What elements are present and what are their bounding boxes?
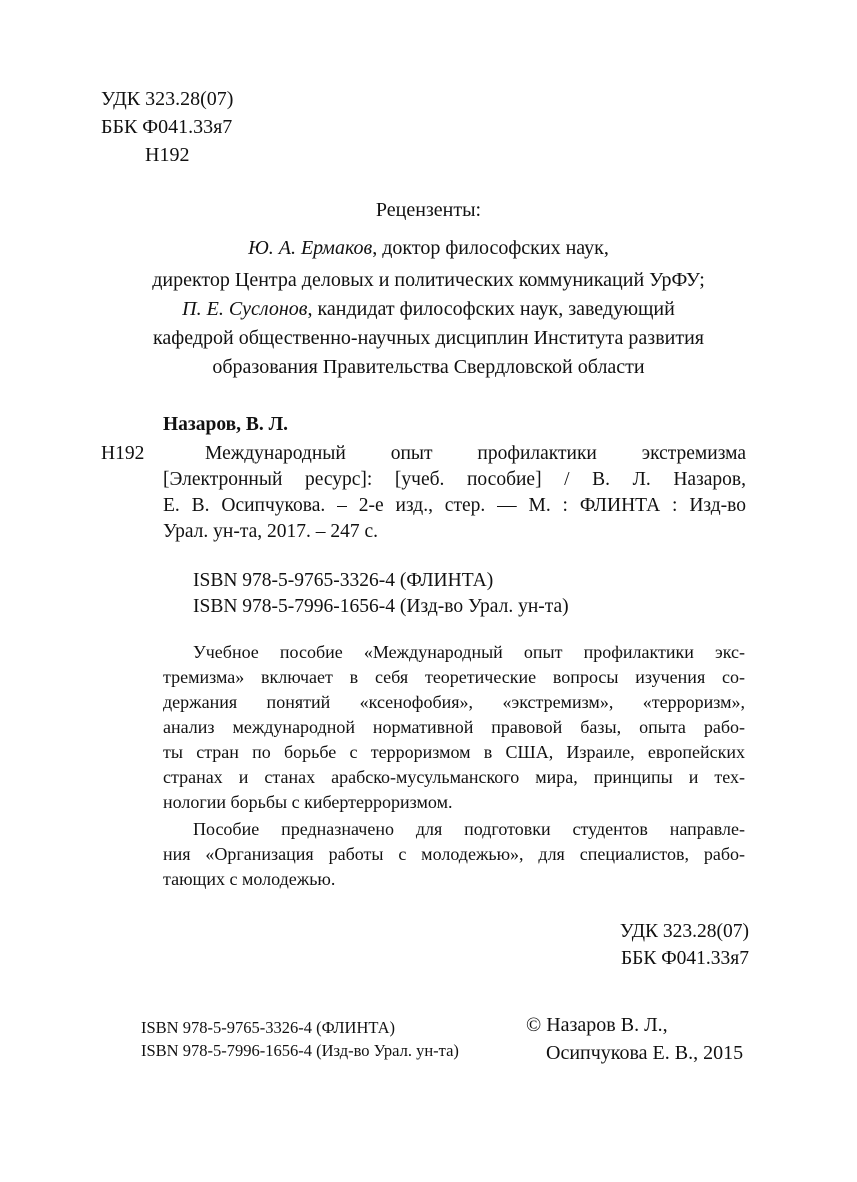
bottom-isbn: ISBN 978-5-7996-1656-4 (Изд-во Урал. ун-та) [141, 1041, 459, 1060]
reviewers-heading: Рецензенты: [375, 199, 482, 221]
bib-isbn: ISBN 978-5-7996-1656-4 (Изд-во Урал. ун-та) [193, 596, 569, 617]
reviewer-line: кафедрой общественно-научных дисциплин Института развития [153, 327, 704, 349]
reviewer-line: П. Е. Суслонов, кандидат философских наук, заведующий [182, 298, 675, 320]
copyright-line: © Назаров В. Л., [526, 1014, 668, 1036]
annotation-line: тремизма» включает в себя теоретические вопросы изучения со- [163, 667, 745, 687]
reviewer-name: П. Е. Суслонов [182, 298, 308, 320]
bib-line: [Электронный ресурс]: [учеб. пособие] / В. Л. Назаров, [163, 469, 746, 490]
bib-line: Е. В. Осипчукова. – 2-е изд., стер. — М. : ФЛИНТА : Изд-во [163, 495, 746, 516]
annotation-line: Пособие предназначено для подготовки студентов направле- [193, 819, 745, 839]
footer-bbk-code: ББК Ф041.33я7 [620, 948, 749, 969]
bib-isbn: ISBN 978-5-9765-3326-4 (ФЛИНТА) [193, 570, 494, 591]
udk-code: УДК 323.28(07) [101, 88, 234, 110]
bib-line: Международный опыт профилактики экстремизма [205, 443, 746, 464]
reviewer-name: Ю. А. Ермаков [248, 237, 373, 259]
annotation-line: анализ международной нормативной правовой базы, опыта рабо- [163, 717, 745, 737]
footer-udk-code: УДК 323.28(07) [619, 921, 749, 942]
author-mark: Н192 [145, 144, 190, 166]
bbk-code: ББК Ф041.33я7 [101, 116, 233, 138]
bib-author-mark: Н192 [101, 443, 145, 464]
reviewer-line: директор Центра деловых и политических коммуникаций УрФУ; [152, 269, 705, 291]
annotation-line: ния «Организация работы с молодежью», для специалистов, рабо- [163, 844, 745, 864]
annotation-line: нологии борьбы с кибертерроризмом. [163, 792, 453, 812]
reviewer-line: образования Правительства Свердловской области [212, 356, 645, 378]
bib-author: Назаров, В. Л. [163, 414, 289, 435]
annotation-line: ты стран по борьбе с терроризмом в США, Израиле, европейских [163, 742, 745, 762]
annotation-line: тающих с молодежью. [163, 869, 336, 889]
reviewer-line: Ю. А. Ермаков, доктор философских наук, [248, 237, 609, 259]
copyright-line: Осипчукова Е. В., 2015 [546, 1042, 744, 1064]
bib-line: Урал. ун-та, 2017. – 247 с. [163, 521, 379, 542]
annotation-line: Учебное пособие «Международный опыт профилактики экс- [193, 642, 745, 662]
annotation-line: странах и станах арабско-мусульманского мира, принципы и тех- [163, 767, 745, 787]
annotation-line: держания понятий «ксенофобия», «экстремизм», «терроризм», [163, 692, 745, 712]
bottom-isbn: ISBN 978-5-9765-3326-4 (ФЛИНТА) [141, 1018, 396, 1037]
